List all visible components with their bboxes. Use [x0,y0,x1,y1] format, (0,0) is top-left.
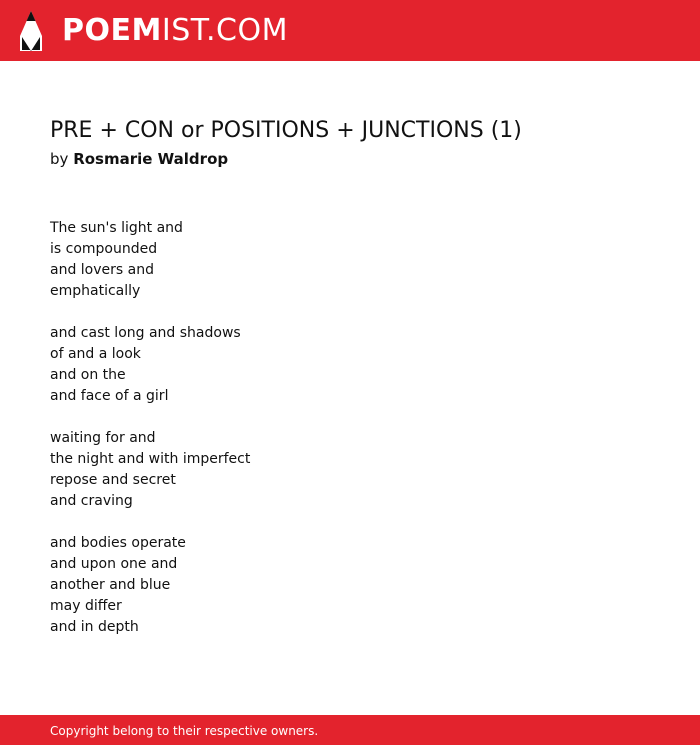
byline [50,149,228,169]
poem-line: repose and secret [50,472,176,488]
poem-line: is compounded [50,241,158,257]
author-link[interactable]: Rosmarie Waldrop [73,150,229,168]
poem-line: the night and with imperfect [50,451,251,467]
brand-name-light: IST.COM [161,13,288,48]
poem-title: PRE + CON or POSITIONS + JUNCTIONS (1) [50,118,522,143]
stanza-1 [50,218,650,302]
poem-line: another and blue [50,577,171,593]
poem-line: waiting for and [50,430,156,446]
pencil-tip-icon[interactable] [18,10,44,52]
poem-line: and upon one and [50,556,178,572]
copyright-text: Copyright belong to their respective owners. [50,724,319,738]
poem-body [50,218,650,659]
poem-line: and bodies operate [50,535,186,551]
poem-line: The sun's light and [50,220,183,236]
poem-line: and lovers and [50,262,154,278]
by-label: by [50,150,69,168]
brand-name-bold: POEM [62,13,162,48]
poem-line: may differ [50,598,122,614]
site-header [0,0,700,61]
poem-line: and in depth [50,619,139,635]
poem-line: and face of a girl [50,388,169,404]
poem-line: and on the [50,367,126,383]
site-footer [0,715,700,745]
stanza-3 [50,428,650,512]
poem-line: and craving [50,493,133,509]
poem-line: of and a look [50,346,141,362]
site-logo-link[interactable] [62,13,288,49]
poem-line: and cast long and shadows [50,325,241,341]
stanza-4 [50,533,650,638]
stanza-2 [50,323,650,407]
poem-line: emphatically [50,283,141,299]
